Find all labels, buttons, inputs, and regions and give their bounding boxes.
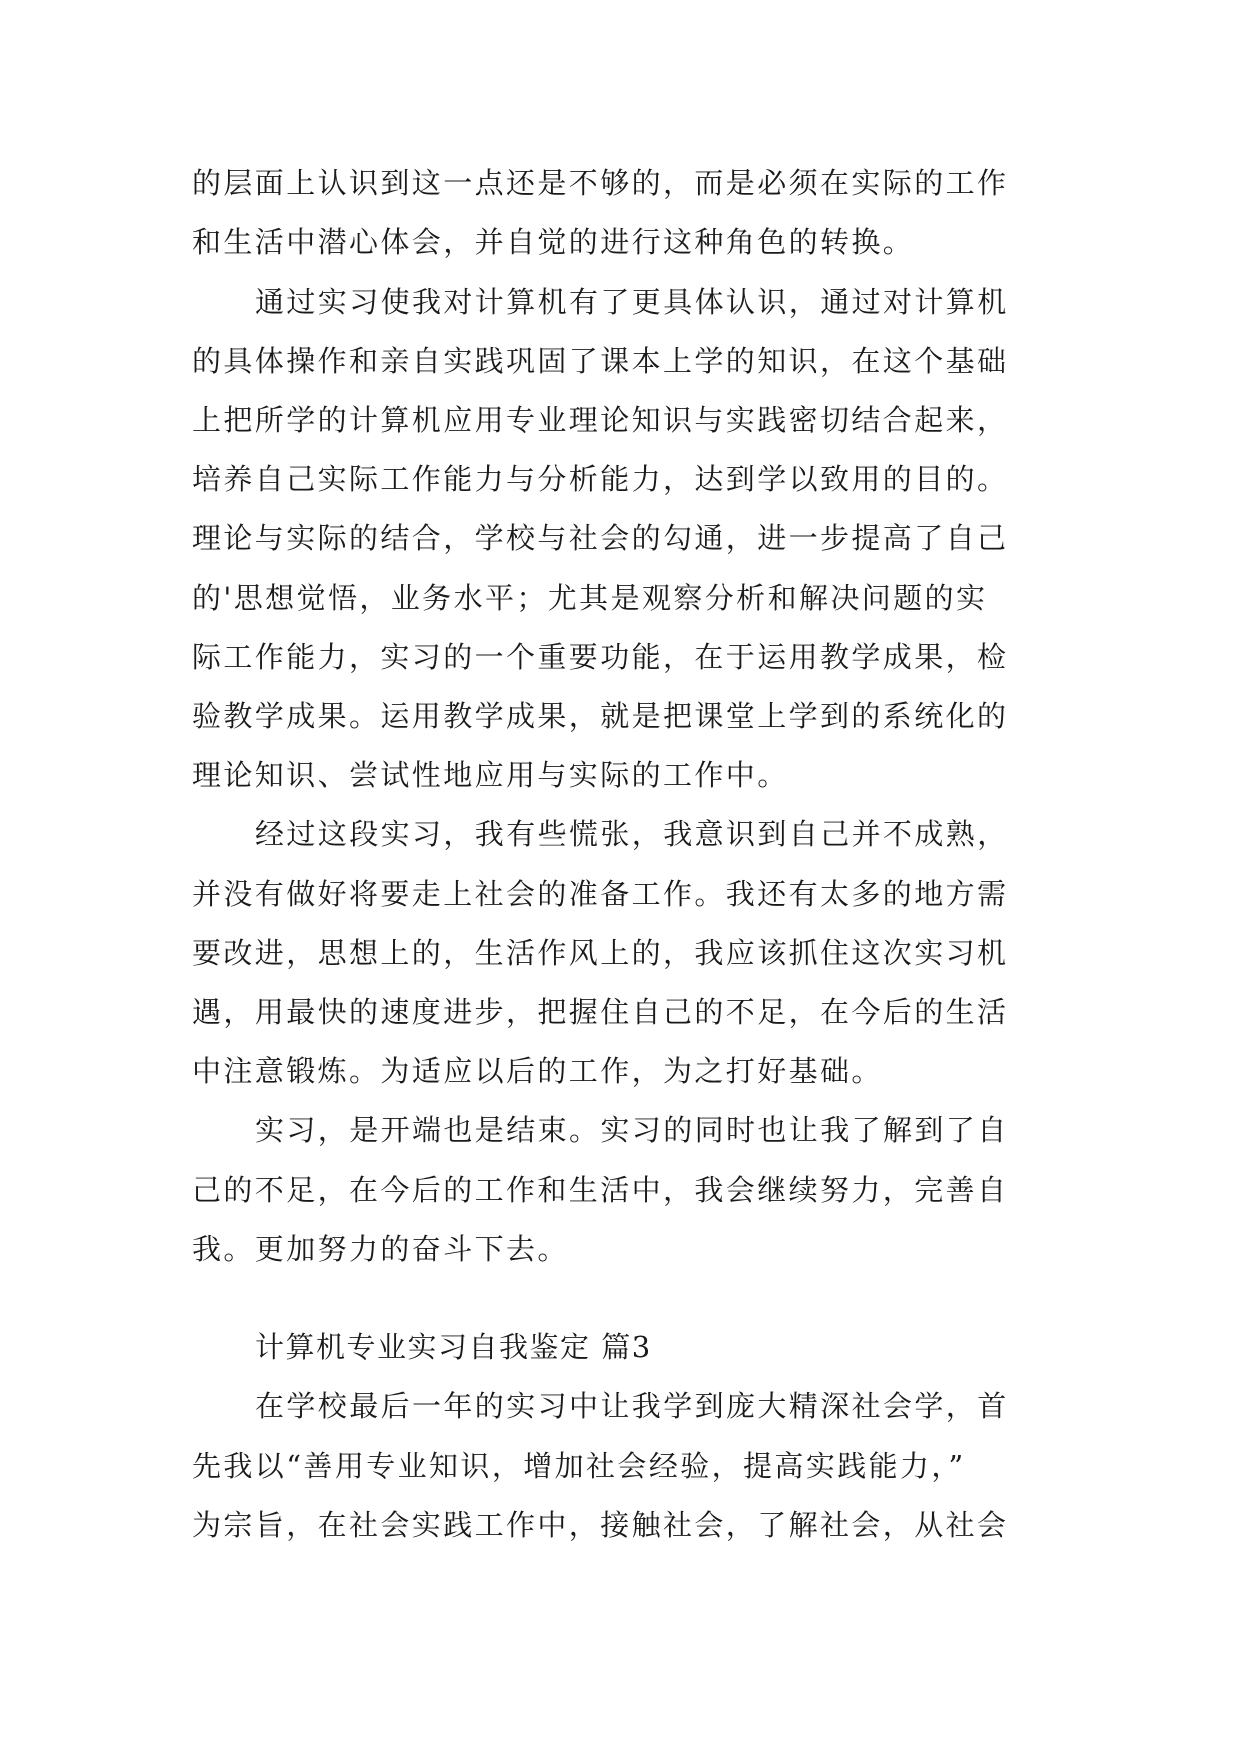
section-heading: 计算机专业实习自我鉴定 篇3 — [255, 1330, 652, 1364]
text-line: 并没有做好将要走上社会的准备工作。我还有太多的地方需 — [192, 877, 1009, 911]
paragraph-first-line: 经过这段实习，我有些慌张，我意识到自己并不成熟， — [255, 817, 1009, 851]
text-line: 中注意锻炼。为适应以后的工作，为之打好基础。 — [192, 1054, 883, 1088]
text-line: 的具体操作和亲自实践巩固了课本上学的知识，在这个基础 — [192, 344, 1009, 378]
text-line: 我。更加努力的奋斗下去。 — [192, 1232, 569, 1266]
text-line: 先我以“善用专业知识，增加社会经验，提高实践能力，” — [192, 1449, 966, 1483]
text-line: 的层面上认识到这一点还是不够的，而是必须在实际的工作 — [192, 166, 1009, 200]
text-line: 培养自己实际工作能力与分析能力，达到学以致用的目的。 — [192, 462, 1009, 496]
text-line: 为宗旨，在社会实践工作中，接触社会，了解社会，从社会 — [192, 1508, 1009, 1542]
paragraph-first-line: 实习，是开端也是结束。实习的同时也让我了解到了自 — [255, 1113, 1009, 1147]
text-line: 和生活中潜心体会，并自觉的进行这种角色的转换。 — [192, 225, 915, 259]
paragraph-first-line: 在学校最后一年的实习中让我学到庞大精深社会学，首 — [255, 1389, 1009, 1423]
text-line: 要改进，思想上的，生活作风上的，我应该抓住这次实习机 — [192, 936, 1009, 970]
text-line: 理论知识、尝试性地应用与实际的工作中。 — [192, 758, 789, 792]
text-line: 的'思想觉悟，业务水平；尤其是观察分析和解决问题的实 — [192, 581, 988, 615]
text-line: 际工作能力，实习的一个重要功能，在于运用教学成果，检 — [192, 640, 1009, 674]
text-line: 理论与实际的结合，学校与社会的勾通，进一步提高了自己 — [192, 521, 1009, 555]
text-line: 验教学成果。运用教学成果，就是把课堂上学到的系统化的 — [192, 699, 1009, 733]
paragraph-first-line: 通过实习使我对计算机有了更具体认识，通过对计算机 — [255, 285, 1009, 319]
text-line: 己的不足，在今后的工作和生活中，我会继续努力，完善自 — [192, 1173, 1009, 1207]
text-line: 遇，用最快的速度进步，把握住自己的不足，在今后的生活 — [192, 995, 1009, 1029]
text-line: 上把所学的计算机应用专业理论知识与实践密切结合起来， — [192, 403, 1009, 437]
